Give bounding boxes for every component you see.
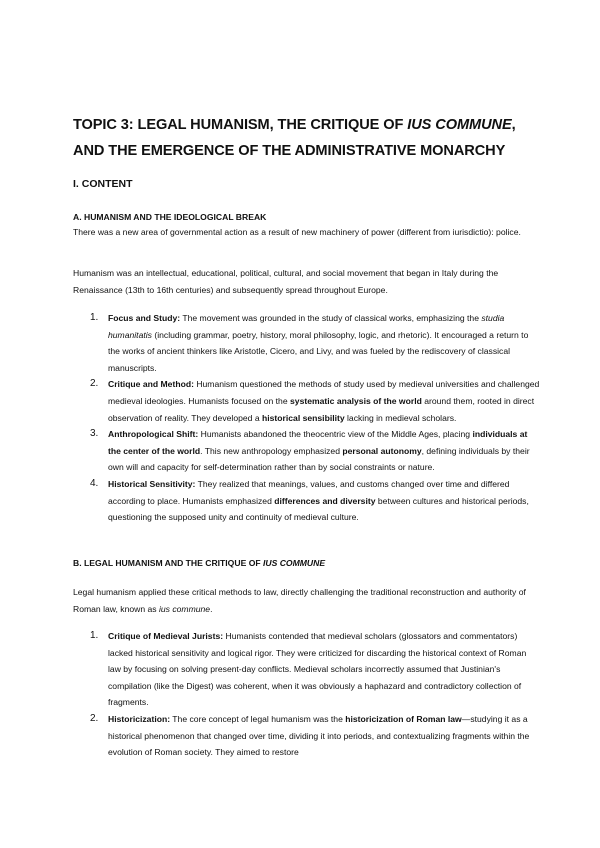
item-text: The movement was grounded in the study of classical works, emphasizing the [180,313,482,323]
item-label: Historical Sensitivity: [108,478,196,489]
list-number: 2. [90,712,99,724]
title-line2: AND THE EMERGENCE OF THE ADMINISTRATIVE MONARCHY [73,143,506,159]
section-b-heading-italic: IUS COMMUNE [263,558,326,568]
list-number: 4. [90,477,99,489]
list-item [90,426,540,476]
item-bold: systematic analysis of the world [290,395,422,406]
para-emphasis: ius commune [158,603,211,614]
title-suffix: , [511,117,516,133]
list-item [90,376,540,426]
item-label: Critique of Medieval Jurists: [108,631,224,641]
page-title [73,112,553,164]
item-text: Humanists abandoned the theocentric view of the Middle Ages, placing [198,429,473,440]
item-text: . This new anthropology emphasized [200,445,343,456]
content-heading: I. CONTENT [73,178,133,190]
list-item [90,310,540,376]
list-item [90,628,540,711]
section-a-para-1: There was a new area of governmental action as a result of new machinery of power (different from iurisdictio): police. [73,227,521,237]
item-text: Humanism questioned the methods of study used by medieval universities and challenged medieval ideologies. Humanists focused on the [108,379,540,406]
item-bold: historical sensibility [262,412,345,423]
item-emphasis: studia humanitatis [108,313,505,340]
item-text: (including grammar, poetry, history, moral philosophy, logic, and rhetoric). It encouraged a return to the works of ancient thinkers like Aristotle, Cicero, and Livy, and was fueled by the rediscovery of classical manuscripts. [108,329,529,373]
item-text: lacking in medieval scholars. [344,412,457,423]
list-number: 1. [90,630,99,641]
item-bold: historicization of Roman law [345,713,462,724]
item-bold: individuals at the center of the world [108,429,528,456]
item-text: around them, rooted in direct observation of reality. They developed a [108,395,535,423]
item-text: between cultures and historical periods, questioning the supposed unity and continuity of medieval culture. [108,495,529,523]
title-italic: IUS COMMUNE [407,117,512,133]
item-text: —studying it as a historical phenomenon that changed over time, dividing it into periods, and contextualizing fragments within the evolution of Roman society. They aimed to restore [108,713,530,758]
list-number: 1. [90,312,99,323]
item-text: The core concept of legal humanism was the [170,713,346,724]
list-number: 3. [90,428,99,440]
item-text: Humanists contended that medieval scholars (glossators and commentators) lacked historical sensitivity and logical rigor. They were criticized for discarding the historical context of Roman law by focusing on solving present-day conflicts. Medieval scholars incorrectly assumed that Justinian's compilation (like the Digest) was coherent, when it was obviously a haphazard and contradictory collection of fragments. [108,631,527,708]
section-b-heading-text: B. LEGAL HUMANISM AND THE CRITIQUE OF [73,558,264,568]
list-number: 2. [90,378,99,390]
section-a-list [90,310,540,526]
item-text: They realized that meanings, values, and customs changed over time and differed according to place. Humanists emphasized [108,478,510,506]
section-b-list [90,628,540,761]
title-prefix: TOPIC 3: LEGAL HUMANISM, THE CRITIQUE OF [73,117,408,133]
section-b-para [73,584,528,617]
section-a-heading: A. HUMANISM AND THE IDEOLOGICAL BREAK [73,212,267,222]
section-b-heading [73,558,325,568]
item-label: Historicization: [108,713,171,724]
item-label: Anthropological Shift: [108,429,199,440]
item-bold: personal autonomy [342,445,422,456]
para-text: . [210,603,213,614]
item-label: Critique and Method: [108,379,194,390]
list-item [90,476,540,526]
list-item [90,711,540,761]
item-bold: differences and diversity [274,495,376,506]
para-text: Legal humanism applied these critical methods to law, directly challenging the traditional reconstruction and authority of Roman law, known as [73,587,526,614]
item-label: Focus and Study: [108,313,181,323]
section-a-para-2: Humanism was an intellectual, educational, political, cultural, and social movement that began in Italy during the Renaissance (13th to 16th centuries) and subsequently spread throughout Europe. [73,268,499,295]
item-text: , defining individuals by their own will and capacity for self-determination rather than by social constraints or nature. [108,445,530,473]
